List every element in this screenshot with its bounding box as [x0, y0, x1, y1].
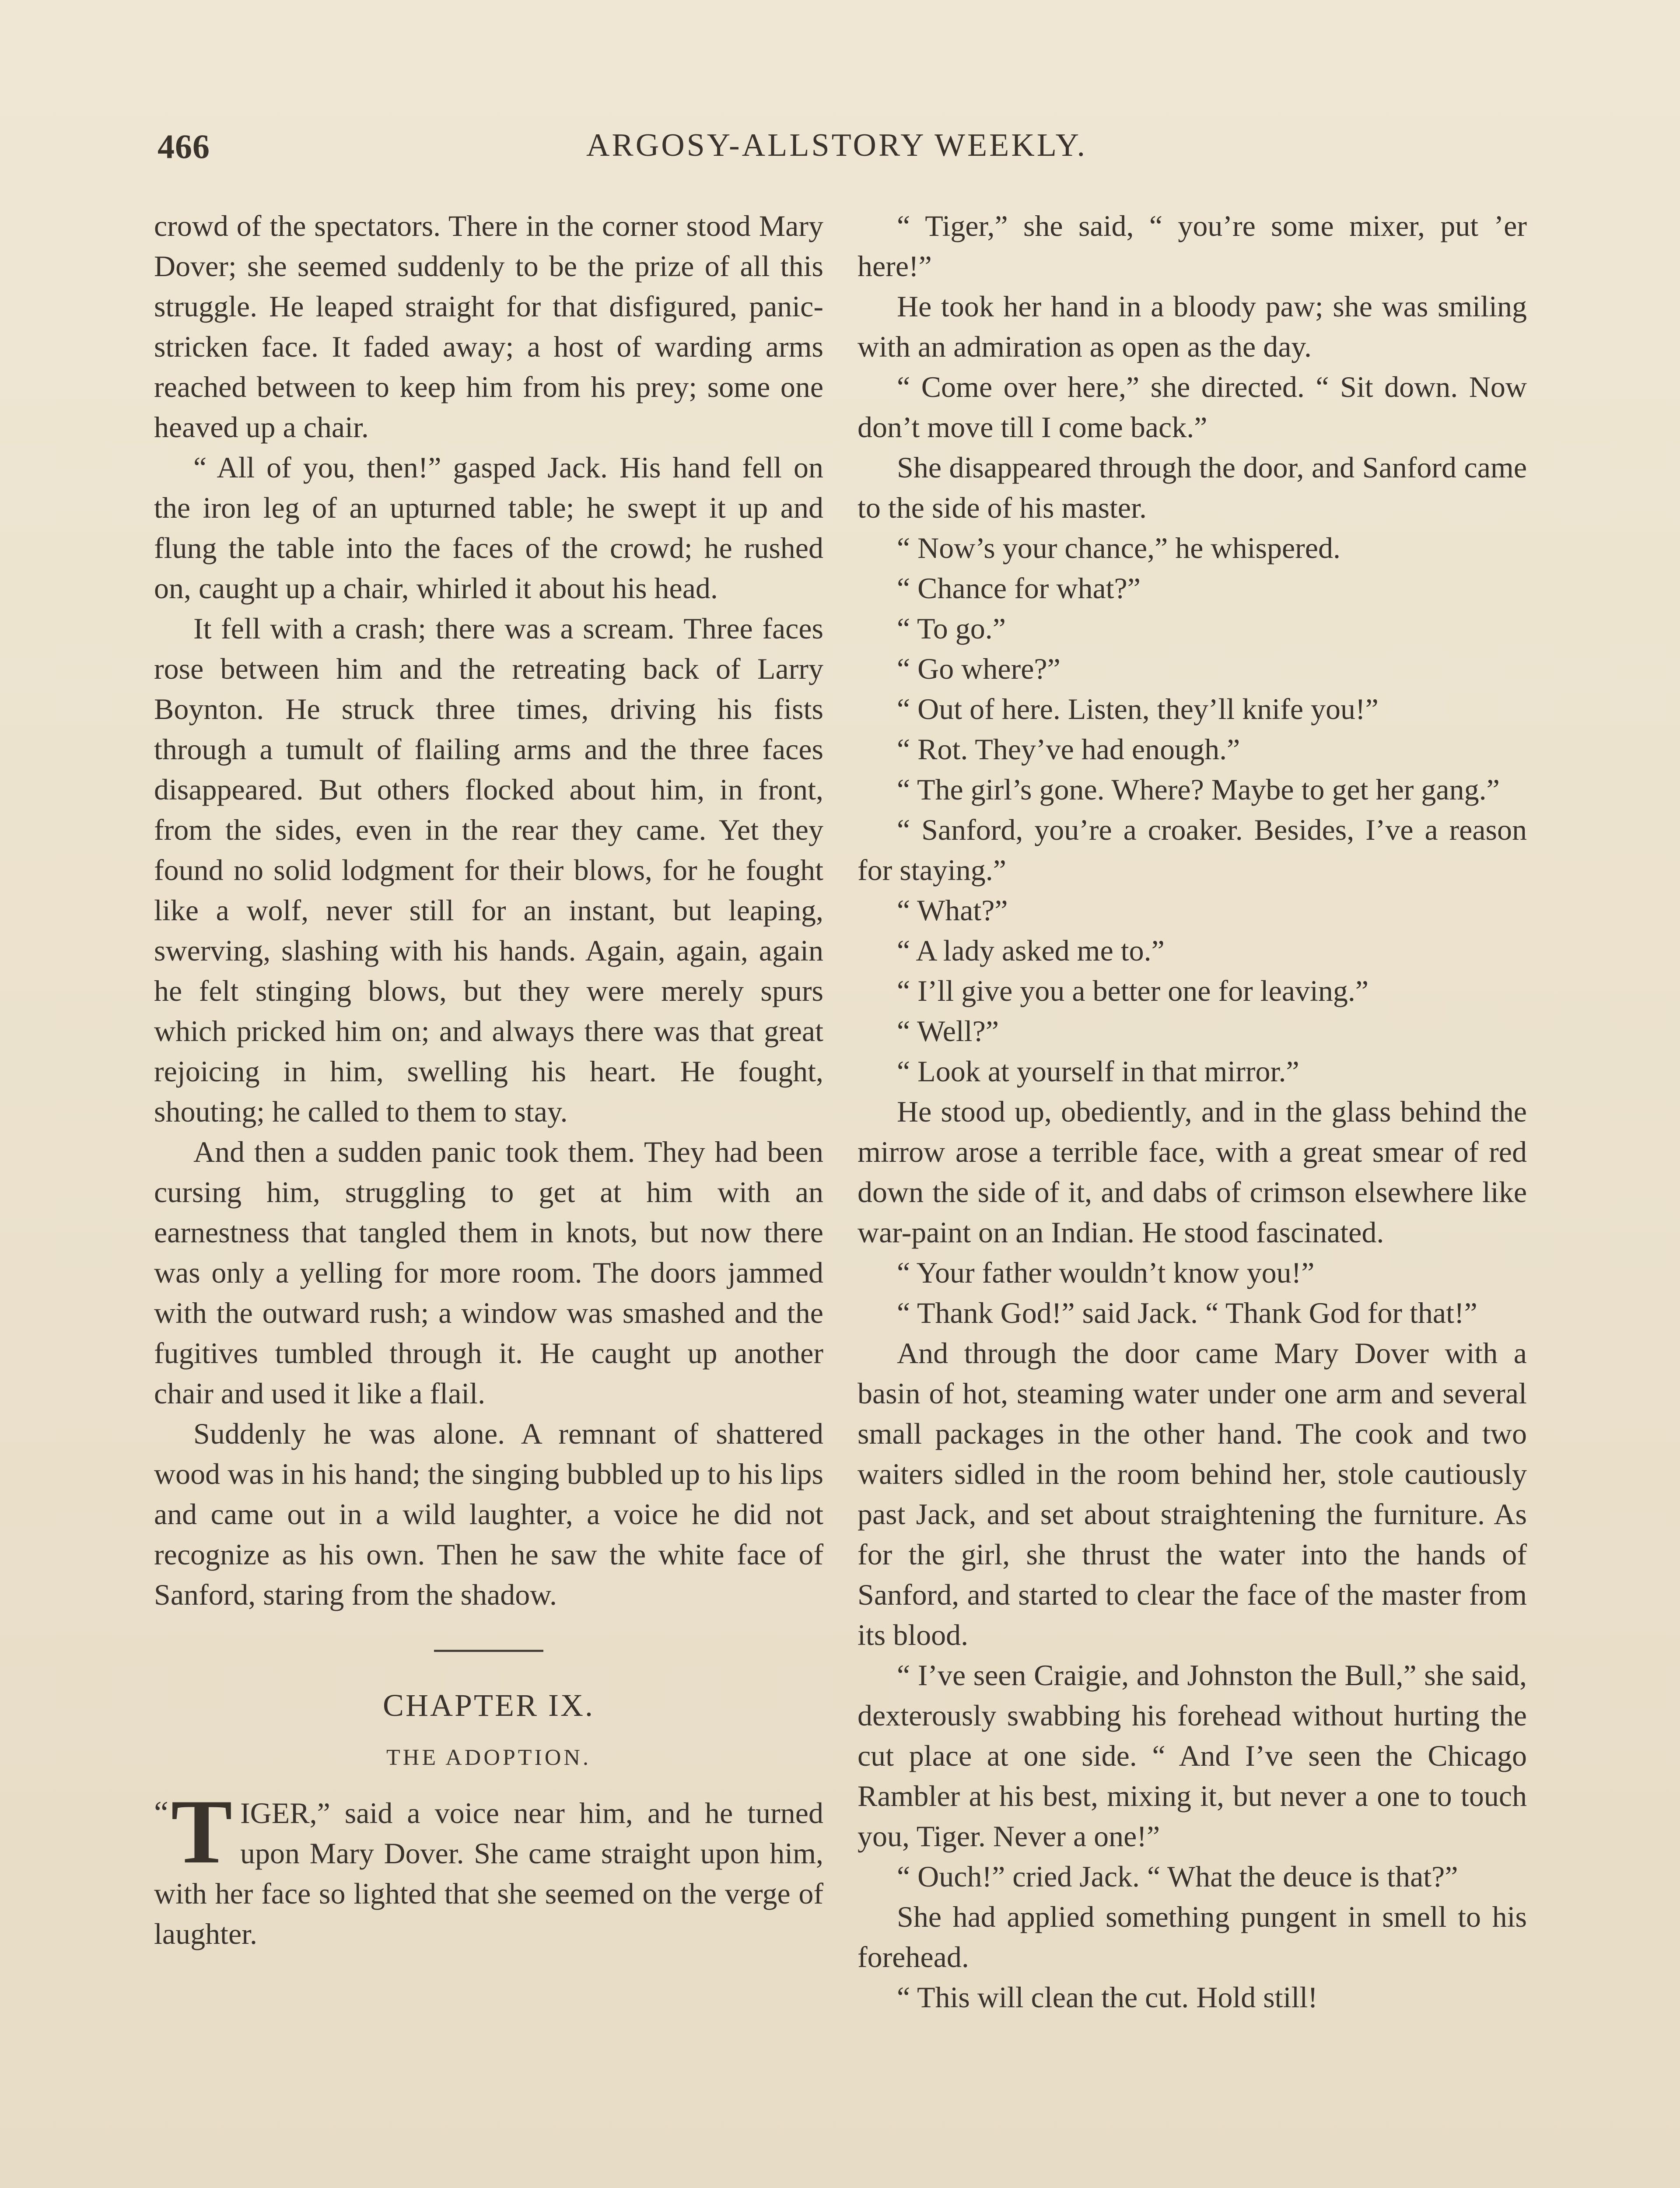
section-divider — [434, 1650, 543, 1652]
chapter-opening-text: IGER,” said a voice near him, and he turned upon Mary Dover. She came straight upon him, with her face so lighted that she seemed on the verge of laughter. — [154, 1796, 823, 1950]
drop-cap: T — [171, 1781, 232, 1883]
paragraph: She had applied something pungent in smell to his forehead. — [858, 1900, 1527, 1974]
paragraph: “ This will clean the cut. Hold still! — [897, 1981, 1318, 2014]
paragraph: “ Ouch!” cried Jack. “ What the deuce is that?” — [897, 1860, 1458, 1893]
paragraph: “ Look at yourself in that mirror.” — [897, 1055, 1299, 1088]
opening-quote: “ — [154, 1795, 168, 1831]
paragraph: “ Out of here. Listen, they’ll knife you!” — [897, 692, 1379, 726]
paragraph: “ Come over here,” she directed. “ Sit down. Now don’t move till I come back.” — [858, 370, 1527, 444]
paragraph: “ I’ll give you a better one for leaving.” — [897, 974, 1369, 1007]
paragraph: “ What?” — [897, 894, 1008, 927]
paragraph: “ Chance for what?” — [897, 572, 1141, 605]
paragraph: “ Your father wouldn’t know you!” — [897, 1256, 1315, 1289]
paragraph: It fell with a crash; there was a scream. Three faces rose between him and the retreating back of Larry Boynton. He struck three times, driving his fists through a tumult of flailing arms and the three faces disappeared. But others flocked about him, in front, from the sides, even in the rear they came. Yet they found no solid lodgment for their blows, for he fought like a wolf, never still for an instant, but leaping, swerving, slashing with his hands. Again, again, again he felt stinging blows, but they were merely spurs which pricked him on; and always there was that great rejoicing in him, swelling his heart. He fought, shouting; he called to them to stay. — [154, 612, 823, 1128]
paragraph: “ I’ve seen Craigie, and Johnston the Bull,” she said, dexterously swabbing his forehead without hurting the cut place at one side. “ And I’ve seen the Chicago Rambler at his best, mixing it, but never a one to touch you, Tiger. Never a one!” — [858, 1659, 1527, 1853]
paragraph: “ Thank God!” said Jack. “ Thank God for that!” — [897, 1296, 1477, 1329]
paragraph: “ Now’s your chance,” he whispered. — [897, 531, 1340, 565]
paragraph: Suddenly he was alone. A remnant of shattered wood was in his hand; the singing bubbled up to his lips and came out in a wild laughter, a voice he did not recognize as his own. Then he saw the white face of Sanford, staring from the shadow. — [154, 1417, 823, 1611]
running-head: ARGOSY-ALLSTORY WEEKLY. — [586, 127, 1088, 163]
chapter-subtitle: THE ADOPTION. — [386, 1745, 591, 1770]
paragraph: “ All of you, then!” gasped Jack. His hand fell on the iron leg of an upturned table; he swept it up and flung the table into the faces of the crowd; he rushed on, caught up a chair, whirled it about his head. — [154, 451, 823, 605]
paragraph: “ To go.” — [897, 612, 1006, 645]
chapter-opening-paragraph — [154, 1781, 823, 1954]
paragraph: “ Go where?” — [897, 652, 1060, 685]
paragraph: And through the door came Mary Dover with a basin of hot, steaming water under one arm and several small packages in the other hand. The cook and two waiters sidled in the room behind her, stole cautiously past Jack, and set about straightening the furniture. As for the girl, she thrust the water into the hands of Sanford, and started to clear the face of the master from its blood. — [858, 1336, 1527, 1652]
paragraph: “ Rot. They’ve had enough.” — [897, 733, 1240, 766]
page-header — [153, 127, 1520, 175]
paragraph: She disappeared through the door, and Sanford came to the side of his master. — [858, 451, 1527, 524]
page-number: 466 — [158, 127, 210, 165]
paragraph: crowd of the spectators. There in the corner stood Mary Dover; she seemed suddenly to be the prize of all this struggle. He leaped straight for that disfigured, panic-stricken face. It faded away; a host of warding arms reached between to keep him from his prey; some one heaved up a chair. — [154, 209, 823, 444]
chapter-title: CHAPTER IX. — [382, 1688, 595, 1723]
paragraph: “ Well?” — [897, 1014, 999, 1048]
paragraph: “ A lady asked me to.” — [897, 934, 1165, 967]
paragraph: He took her hand in a bloody paw; she was smiling with an admiration as open as the day. — [858, 290, 1527, 363]
paragraph: “ The girl’s gone. Where? Maybe to get her gang.” — [897, 773, 1500, 806]
left-column — [154, 206, 823, 1954]
paragraph: “ Sanford, you’re a croaker. Besides, I’ve a reason for staying.” — [858, 813, 1527, 887]
paragraph: He stood up, obediently, and in the glass behind the mirrow arose a terrible face, with a great smear of red down the side of it, and dabs of crimson elsewhere like war-paint on an Indian. He stood fascinated. — [858, 1095, 1527, 1249]
paragraph: “ Tiger,” she said, “ you’re some mixer, put ’er here!” — [858, 209, 1527, 283]
paragraph: And then a sudden panic took them. They had been cursing him, struggling to get at him with an earnestness that tangled them in knots, but now there was only a yelling for more room. The doors jammed with the outward rush; a window was smashed and the fugitives tumbled through it. He caught up another chair and used it like a flail. — [154, 1135, 823, 1410]
right-column — [858, 206, 1527, 2017]
